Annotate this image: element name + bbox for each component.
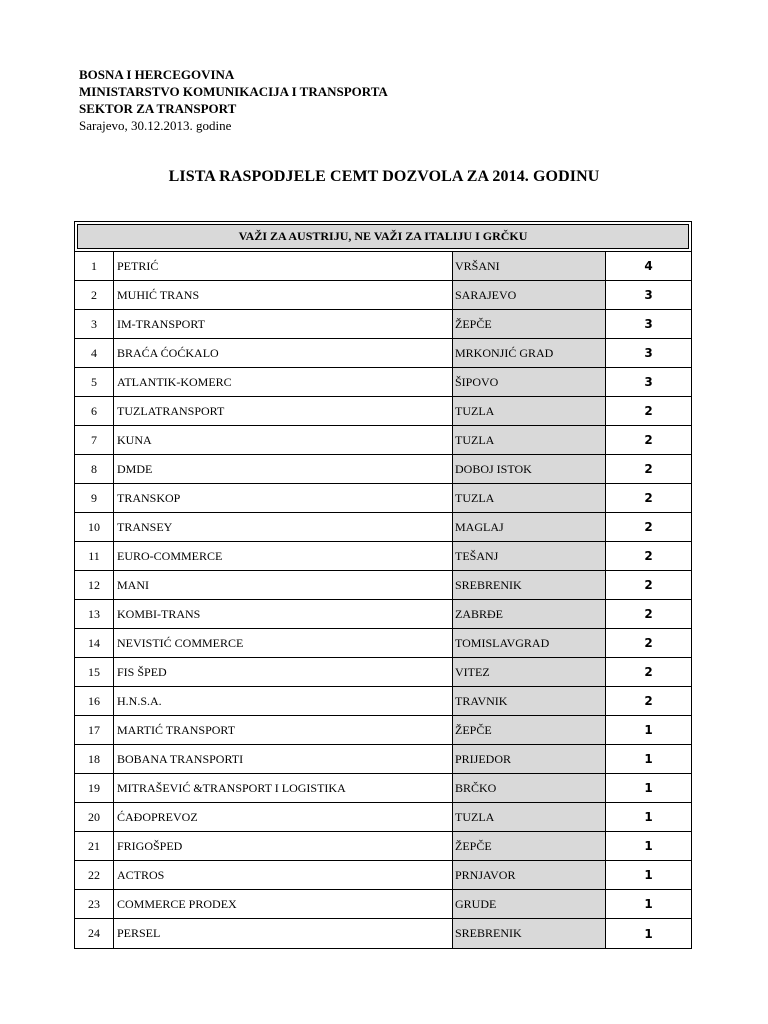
permit-count-cell: 1 <box>644 781 653 795</box>
row-number-cell: 23 <box>75 890 114 918</box>
table-row <box>75 542 691 571</box>
row-number-cell: 24 <box>75 919 114 948</box>
company-name-cell: EURO-COMMERCE <box>114 542 453 570</box>
company-name-cell: PETRIĆ <box>114 252 453 280</box>
company-name-cell: MITRAŠEVIĆ &TRANSPORT I LOGISTIKA <box>114 774 453 802</box>
permit-count-cell: 2 <box>644 636 653 650</box>
city-cell: BRČKO <box>453 774 606 802</box>
table-row <box>75 803 691 832</box>
table-row <box>75 310 691 339</box>
company-name-cell: PERSEL <box>114 919 453 948</box>
table-row <box>75 397 691 426</box>
company-name-cell: TUZLATRANSPORT <box>114 397 453 425</box>
permit-count-cell: 3 <box>644 288 653 302</box>
table-heading-row <box>75 222 691 252</box>
row-number-cell: 18 <box>75 745 114 773</box>
city-cell: TUZLA <box>453 397 606 425</box>
permit-count-cell: 1 <box>644 897 653 911</box>
company-name-cell: BOBANA TRANSPORTI <box>114 745 453 773</box>
company-name-cell: NEVISTIĆ COMMERCE <box>114 629 453 657</box>
company-name-cell: ACTROS <box>114 861 453 889</box>
header-country: BOSNA I HERCEGOVINA <box>79 67 235 82</box>
company-name-cell: TRANSKOP <box>114 484 453 512</box>
table-row <box>75 658 691 687</box>
table-row <box>75 513 691 542</box>
table-row <box>75 339 691 368</box>
row-number-cell: 1 <box>75 252 114 280</box>
table-row <box>75 832 691 861</box>
city-cell: VITEZ <box>453 658 606 686</box>
permit-count-cell: 2 <box>644 694 653 708</box>
permit-count-cell: 1 <box>644 839 653 853</box>
table-body <box>75 252 691 948</box>
row-number-cell: 11 <box>75 542 114 570</box>
city-cell: ZABRĐE <box>453 600 606 628</box>
city-cell: ŽEPČE <box>453 832 606 860</box>
company-name-cell: MUHIĆ TRANS <box>114 281 453 309</box>
city-cell: TUZLA <box>453 426 606 454</box>
city-cell: TUZLA <box>453 484 606 512</box>
header-ministry: MINISTARSTVO KOMUNIKACIJA I TRANSPORTA <box>79 84 388 99</box>
city-cell: MAGLAJ <box>453 513 606 541</box>
company-name-cell: ĆAĐOPREVOZ <box>114 803 453 831</box>
row-number-cell: 14 <box>75 629 114 657</box>
company-name-cell: H.N.S.A. <box>114 687 453 715</box>
city-cell: SREBRENIK <box>453 571 606 599</box>
city-cell: VRŠANI <box>453 252 606 280</box>
header-date: Sarajevo, 30.12.2013. godine <box>79 118 232 133</box>
table-row <box>75 716 691 745</box>
permit-count-cell: 2 <box>644 607 653 621</box>
city-cell: ŽEPČE <box>453 716 606 744</box>
company-name-cell: BRAĆA ĆOĆKALO <box>114 339 453 367</box>
permit-count-cell: 1 <box>644 752 653 766</box>
table-row <box>75 919 691 948</box>
table-row <box>75 687 691 716</box>
city-cell: TRAVNIK <box>453 687 606 715</box>
row-number-cell: 17 <box>75 716 114 744</box>
row-number-cell: 2 <box>75 281 114 309</box>
permit-count-cell: 2 <box>644 462 653 476</box>
document-header <box>79 66 388 134</box>
row-number-cell: 19 <box>75 774 114 802</box>
company-name-cell: KUNA <box>114 426 453 454</box>
company-name-cell: KOMBI-TRANS <box>114 600 453 628</box>
city-cell: SREBRENIK <box>453 919 606 948</box>
city-cell: TUZLA <box>453 803 606 831</box>
permit-count-cell: 1 <box>644 723 653 737</box>
table-row <box>75 368 691 397</box>
row-number-cell: 15 <box>75 658 114 686</box>
table-row <box>75 281 691 310</box>
permit-count-cell: 1 <box>644 926 653 941</box>
company-name-cell: TRANSEY <box>114 513 453 541</box>
city-cell: DOBOJ ISTOK <box>453 455 606 483</box>
company-name-cell: ATLANTIK-KOMERC <box>114 368 453 396</box>
table-row <box>75 861 691 890</box>
city-cell: ŽEPČE <box>453 310 606 338</box>
company-name-cell: COMMERCE PRODEX <box>114 890 453 918</box>
permit-count-cell: 1 <box>644 868 653 882</box>
permit-count-cell: 2 <box>644 578 653 592</box>
header-sector: SEKTOR ZA TRANSPORT <box>79 101 237 116</box>
company-name-cell: DMDE <box>114 455 453 483</box>
permit-count-cell: 2 <box>644 404 653 418</box>
row-number-cell: 5 <box>75 368 114 396</box>
city-cell: GRUDE <box>453 890 606 918</box>
city-cell: SARAJEVO <box>453 281 606 309</box>
company-name-cell: IM-TRANSPORT <box>114 310 453 338</box>
table-row <box>75 426 691 455</box>
table-row <box>75 745 691 774</box>
company-name-cell: MARTIĆ TRANSPORT <box>114 716 453 744</box>
table-row <box>75 774 691 803</box>
city-cell: MRKONJIĆ GRAD <box>453 339 606 367</box>
city-cell: ŠIPOVO <box>453 368 606 396</box>
permit-count-cell: 2 <box>644 520 653 534</box>
permit-count-cell: 2 <box>644 433 653 447</box>
company-name-cell: MANI <box>114 571 453 599</box>
table-row <box>75 484 691 513</box>
row-number-cell: 3 <box>75 310 114 338</box>
allocation-table <box>74 221 692 949</box>
row-number-cell: 13 <box>75 600 114 628</box>
table-row <box>75 629 691 658</box>
document-title: LISTA RASPODJELE CEMT DOZVOLA ZA 2014. GODINU <box>168 168 600 185</box>
city-cell: PRIJEDOR <box>453 745 606 773</box>
row-number-cell: 16 <box>75 687 114 715</box>
table-row <box>75 252 691 281</box>
row-number-cell: 10 <box>75 513 114 541</box>
city-cell: TEŠANJ <box>453 542 606 570</box>
city-cell: TOMISLAVGRAD <box>453 629 606 657</box>
row-number-cell: 9 <box>75 484 114 512</box>
permit-count-cell: 3 <box>644 346 653 360</box>
row-number-cell: 21 <box>75 832 114 860</box>
row-number-cell: 6 <box>75 397 114 425</box>
row-number-cell: 8 <box>75 455 114 483</box>
company-name-cell: FRIGOŠPED <box>114 832 453 860</box>
permit-count-cell: 2 <box>644 491 653 505</box>
row-number-cell: 22 <box>75 861 114 889</box>
table-row <box>75 571 691 600</box>
table-row <box>75 600 691 629</box>
permit-count-cell: 3 <box>644 375 653 389</box>
table-row <box>75 890 691 919</box>
permit-count-cell: 2 <box>644 549 653 563</box>
row-number-cell: 12 <box>75 571 114 599</box>
permit-count-cell: 2 <box>644 665 653 679</box>
permit-count-cell: 3 <box>644 317 653 331</box>
permit-count-cell: 4 <box>644 259 653 273</box>
company-name-cell: FIS ŠPED <box>114 658 453 686</box>
row-number-cell: 4 <box>75 339 114 367</box>
table-row <box>75 455 691 484</box>
table-heading: VAŽI ZA AUSTRIJU, NE VAŽI ZA ITALIJU I GRČKU <box>77 224 689 249</box>
row-number-cell: 20 <box>75 803 114 831</box>
city-cell: PRNJAVOR <box>453 861 606 889</box>
row-number-cell: 7 <box>75 426 114 454</box>
permit-count-cell: 1 <box>644 810 653 824</box>
